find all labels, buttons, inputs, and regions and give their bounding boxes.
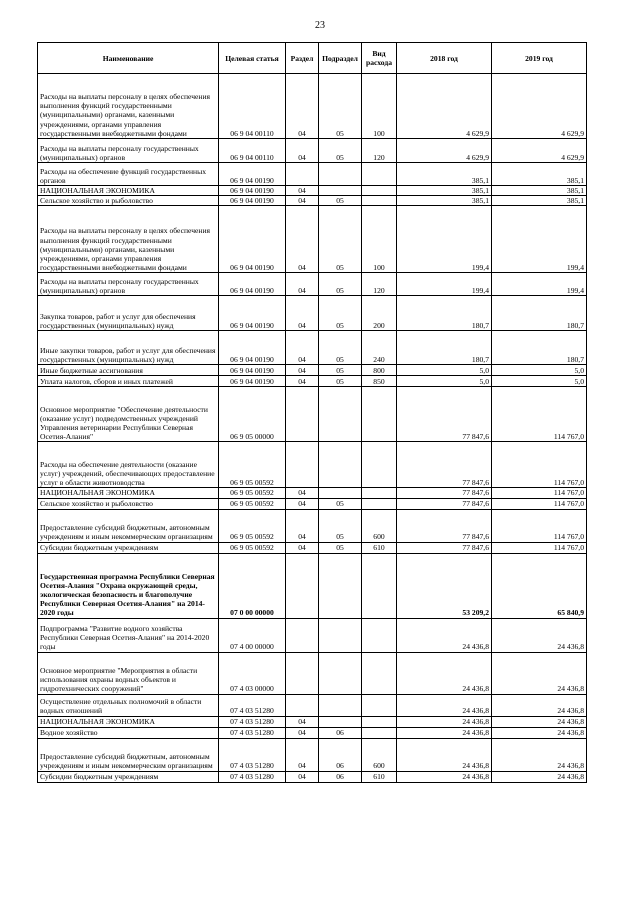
cell-2019: 385,1 bbox=[492, 196, 587, 206]
cell-article: 06 9 04 00190 bbox=[219, 365, 286, 376]
cell-section: 04 bbox=[286, 542, 319, 553]
cell-2019: 199,4 bbox=[492, 206, 587, 273]
cell-section: 04 bbox=[286, 498, 319, 509]
cell-expense-type bbox=[362, 716, 397, 727]
table-body bbox=[38, 74, 587, 783]
cell-name: Сельское хозяйство и рыболовство bbox=[38, 498, 219, 509]
cell-subsection: 05 bbox=[319, 331, 362, 365]
table-row bbox=[38, 376, 587, 387]
cell-subsection: 05 bbox=[319, 509, 362, 542]
cell-section: 04 bbox=[286, 771, 319, 782]
cell-name: НАЦИОНАЛЬНАЯ ЭКОНОМИКА bbox=[38, 716, 219, 727]
cell-section bbox=[286, 652, 319, 694]
cell-2018: 180,7 bbox=[397, 296, 492, 331]
table-row bbox=[38, 553, 587, 618]
cell-2019: 5,0 bbox=[492, 376, 587, 387]
cell-subsection: 05 bbox=[319, 542, 362, 553]
cell-subsection bbox=[319, 488, 362, 498]
cell-2018: 180,7 bbox=[397, 331, 492, 365]
cell-2019: 24 436,8 bbox=[492, 618, 587, 652]
cell-subsection bbox=[319, 163, 362, 186]
cell-article: 06 9 04 00190 bbox=[219, 196, 286, 206]
cell-article: 06 9 04 00190 bbox=[219, 186, 286, 196]
cell-name: НАЦИОНАЛЬНАЯ ЭКОНОМИКА bbox=[38, 186, 219, 196]
cell-section: 04 bbox=[286, 716, 319, 727]
cell-2019: 24 436,8 bbox=[492, 652, 587, 694]
cell-2018: 4 629,9 bbox=[397, 74, 492, 139]
cell-2018: 77 847,6 bbox=[397, 498, 492, 509]
cell-article: 07 4 03 51280 bbox=[219, 738, 286, 771]
cell-2019: 199,4 bbox=[492, 273, 587, 296]
cell-expense-type: 100 bbox=[362, 206, 397, 273]
cell-name: Расходы на выплаты персоналу государственных (муниципальных) органов bbox=[38, 273, 219, 296]
table-row bbox=[38, 331, 587, 365]
cell-2019: 180,7 bbox=[492, 296, 587, 331]
cell-article: 07 4 03 51280 bbox=[219, 771, 286, 782]
cell-2018: 24 436,8 bbox=[397, 738, 492, 771]
cell-expense-type bbox=[362, 498, 397, 509]
header-2018: 2018 год bbox=[397, 43, 492, 74]
cell-expense-type bbox=[362, 442, 397, 488]
table-row bbox=[38, 74, 587, 139]
cell-2018: 4 629,9 bbox=[397, 139, 492, 163]
cell-section: 04 bbox=[286, 186, 319, 196]
table-row bbox=[38, 652, 587, 694]
cell-2018: 24 436,8 bbox=[397, 727, 492, 738]
cell-name: Закупка товаров, работ и услуг для обеспечения государственных (муниципальных) нужд bbox=[38, 296, 219, 331]
cell-subsection: 05 bbox=[319, 74, 362, 139]
cell-2018: 5,0 bbox=[397, 365, 492, 376]
table-row bbox=[38, 694, 587, 716]
header-section: Раздел bbox=[286, 43, 319, 74]
cell-2019: 24 436,8 bbox=[492, 738, 587, 771]
cell-name: Субсидии бюджетным учреждениям bbox=[38, 542, 219, 553]
cell-section: 04 bbox=[286, 376, 319, 387]
cell-2019: 114 767,0 bbox=[492, 542, 587, 553]
header-2019: 2019 год bbox=[492, 43, 587, 74]
cell-expense-type: 120 bbox=[362, 139, 397, 163]
cell-2018: 24 436,8 bbox=[397, 771, 492, 782]
cell-expense-type: 200 bbox=[362, 296, 397, 331]
cell-name: Сельское хозяйство и рыболовство bbox=[38, 196, 219, 206]
cell-name: Предоставление субсидий бюджетным, автономным учреждениям и иным некоммерческим организациям bbox=[38, 738, 219, 771]
cell-section: 04 bbox=[286, 727, 319, 738]
cell-article: 06 9 05 00000 bbox=[219, 387, 286, 442]
cell-subsection bbox=[319, 186, 362, 196]
cell-2019: 114 767,0 bbox=[492, 442, 587, 488]
cell-name: Расходы на выплаты персоналу в целях обеспечения выполнения функций государственными (муниципальными) органами, казенными учреждениями, органами управления государственными внебюджетными фондами bbox=[38, 206, 219, 273]
cell-article: 06 9 05 00592 bbox=[219, 488, 286, 498]
table-row bbox=[38, 488, 587, 498]
cell-subsection: 06 bbox=[319, 738, 362, 771]
cell-name: НАЦИОНАЛЬНАЯ ЭКОНОМИКА bbox=[38, 488, 219, 498]
cell-2019: 385,1 bbox=[492, 186, 587, 196]
cell-article: 06 9 04 00110 bbox=[219, 139, 286, 163]
page-number: 23 bbox=[315, 20, 325, 31]
cell-article: 06 9 05 00592 bbox=[219, 542, 286, 553]
cell-name: Расходы на обеспечение функций государственных органов bbox=[38, 163, 219, 186]
cell-subsection bbox=[319, 618, 362, 652]
cell-article: 06 9 04 00190 bbox=[219, 163, 286, 186]
table-row bbox=[38, 618, 587, 652]
table-row bbox=[38, 186, 587, 196]
cell-section: 04 bbox=[286, 139, 319, 163]
cell-subsection bbox=[319, 442, 362, 488]
cell-2019: 114 767,0 bbox=[492, 498, 587, 509]
header-expense-type: Вид расхода bbox=[362, 43, 397, 74]
cell-subsection: 05 bbox=[319, 365, 362, 376]
cell-name: Расходы на выплаты персоналу в целях обеспечения выполнения функций государственными (муниципальными) органами, казенными учреждениями, органами управления государственными внебюджетными фондами bbox=[38, 74, 219, 139]
table-row bbox=[38, 139, 587, 163]
header-article: Целевая статья bbox=[219, 43, 286, 74]
cell-article: 07 0 00 00000 bbox=[219, 553, 286, 618]
cell-article: 07 4 00 00000 bbox=[219, 618, 286, 652]
cell-2018: 77 847,6 bbox=[397, 387, 492, 442]
cell-name: Государственная программа Республики Северная Осетия-Алания "Охрана окружающей среды, экологическая безопасность и благополучие Республики Северная Осетия-Алания" на 2014-2020 годы bbox=[38, 553, 219, 618]
cell-section bbox=[286, 163, 319, 186]
cell-2019: 114 767,0 bbox=[492, 387, 587, 442]
cell-2018: 77 847,6 bbox=[397, 488, 492, 498]
cell-section: 04 bbox=[286, 488, 319, 498]
cell-article: 07 4 03 00000 bbox=[219, 652, 286, 694]
table-row bbox=[38, 206, 587, 273]
table-row bbox=[38, 273, 587, 296]
table-row bbox=[38, 738, 587, 771]
cell-2019: 24 436,8 bbox=[492, 716, 587, 727]
header-subsection: Подраздел bbox=[319, 43, 362, 74]
cell-article: 07 4 03 51280 bbox=[219, 694, 286, 716]
cell-section: 04 bbox=[286, 738, 319, 771]
cell-name: Водное хозяйство bbox=[38, 727, 219, 738]
header-name: Наименование bbox=[38, 43, 219, 74]
cell-expense-type: 120 bbox=[362, 273, 397, 296]
cell-expense-type bbox=[362, 196, 397, 206]
cell-expense-type bbox=[362, 387, 397, 442]
cell-2019: 4 629,9 bbox=[492, 74, 587, 139]
cell-subsection bbox=[319, 716, 362, 727]
cell-2018: 5,0 bbox=[397, 376, 492, 387]
table-row bbox=[38, 196, 587, 206]
cell-name: Субсидии бюджетным учреждениям bbox=[38, 771, 219, 782]
table-row bbox=[38, 498, 587, 509]
cell-article: 06 9 05 00592 bbox=[219, 442, 286, 488]
cell-2019: 24 436,8 bbox=[492, 727, 587, 738]
cell-expense-type bbox=[362, 694, 397, 716]
cell-expense-type bbox=[362, 488, 397, 498]
cell-section: 04 bbox=[286, 196, 319, 206]
cell-expense-type: 850 bbox=[362, 376, 397, 387]
cell-name: Иные бюджетные ассигнования bbox=[38, 365, 219, 376]
cell-2019: 24 436,8 bbox=[492, 694, 587, 716]
cell-expense-type bbox=[362, 186, 397, 196]
cell-name: Расходы на выплаты персоналу государственных (муниципальных) органов bbox=[38, 139, 219, 163]
cell-article: 06 9 04 00190 bbox=[219, 273, 286, 296]
cell-section: 04 bbox=[286, 273, 319, 296]
cell-section bbox=[286, 553, 319, 618]
cell-name: Осуществление отдельных полномочий в области водных отношений bbox=[38, 694, 219, 716]
cell-subsection: 05 bbox=[319, 376, 362, 387]
cell-2018: 77 847,6 bbox=[397, 509, 492, 542]
table-row bbox=[38, 442, 587, 488]
budget-table bbox=[37, 42, 587, 783]
cell-subsection bbox=[319, 694, 362, 716]
table-row bbox=[38, 387, 587, 442]
cell-2018: 385,1 bbox=[397, 196, 492, 206]
cell-subsection: 05 bbox=[319, 139, 362, 163]
cell-2018: 199,4 bbox=[397, 273, 492, 296]
cell-name: Основное мероприятие "Мероприятия в области использования охраны водных объектов и гидротехнических сооружений" bbox=[38, 652, 219, 694]
cell-article: 06 9 04 00190 bbox=[219, 206, 286, 273]
cell-subsection: 06 bbox=[319, 771, 362, 782]
cell-section: 04 bbox=[286, 74, 319, 139]
table-row bbox=[38, 296, 587, 331]
cell-article: 07 4 03 51280 bbox=[219, 716, 286, 727]
cell-article: 06 9 04 00190 bbox=[219, 376, 286, 387]
cell-2018: 77 847,6 bbox=[397, 542, 492, 553]
cell-section: 04 bbox=[286, 509, 319, 542]
table-row bbox=[38, 727, 587, 738]
cell-2018: 77 847,6 bbox=[397, 442, 492, 488]
table-row bbox=[38, 509, 587, 542]
cell-2018: 24 436,8 bbox=[397, 716, 492, 727]
cell-expense-type: 610 bbox=[362, 771, 397, 782]
table-row bbox=[38, 365, 587, 376]
cell-article: 06 9 04 00190 bbox=[219, 331, 286, 365]
cell-2018: 385,1 bbox=[397, 163, 492, 186]
cell-section: 04 bbox=[286, 296, 319, 331]
cell-article: 07 4 03 51280 bbox=[219, 727, 286, 738]
cell-expense-type bbox=[362, 618, 397, 652]
cell-2019: 180,7 bbox=[492, 331, 587, 365]
cell-name: Предоставление субсидий бюджетным, автономным учреждениям и иным некоммерческим организациям bbox=[38, 509, 219, 542]
cell-2019: 65 840,9 bbox=[492, 553, 587, 618]
cell-expense-type bbox=[362, 553, 397, 618]
cell-expense-type bbox=[362, 727, 397, 738]
cell-expense-type: 100 bbox=[362, 74, 397, 139]
cell-subsection bbox=[319, 652, 362, 694]
cell-section: 04 bbox=[286, 206, 319, 273]
cell-2018: 24 436,8 bbox=[397, 618, 492, 652]
cell-subsection: 05 bbox=[319, 273, 362, 296]
cell-name: Уплата налогов, сборов и иных платежей bbox=[38, 376, 219, 387]
cell-section: 04 bbox=[286, 365, 319, 376]
cell-subsection: 06 bbox=[319, 727, 362, 738]
cell-expense-type: 240 bbox=[362, 331, 397, 365]
cell-section bbox=[286, 694, 319, 716]
cell-expense-type: 800 bbox=[362, 365, 397, 376]
cell-subsection: 05 bbox=[319, 206, 362, 273]
cell-subsection: 05 bbox=[319, 296, 362, 331]
table-row bbox=[38, 163, 587, 186]
table-row bbox=[38, 716, 587, 727]
cell-2019: 4 629,9 bbox=[492, 139, 587, 163]
table-row bbox=[38, 771, 587, 782]
cell-expense-type bbox=[362, 163, 397, 186]
cell-name: Подпрограмма "Развитие водного хозяйства Республики Северная Осетия-Алания" на 2014-2020 годы bbox=[38, 618, 219, 652]
cell-article: 06 9 05 00592 bbox=[219, 509, 286, 542]
cell-name: Иные закупки товаров, работ и услуг для обеспечения государственных (муниципальных) нужд bbox=[38, 331, 219, 365]
cell-2018: 24 436,8 bbox=[397, 694, 492, 716]
cell-name: Расходы на обеспечение деятельности (оказание услуг) учреждений, обеспечивающих предоставление услуг в области животноводства bbox=[38, 442, 219, 488]
cell-2019: 114 767,0 bbox=[492, 509, 587, 542]
cell-section bbox=[286, 387, 319, 442]
cell-subsection bbox=[319, 387, 362, 442]
cell-subsection bbox=[319, 553, 362, 618]
cell-subsection: 05 bbox=[319, 498, 362, 509]
cell-2019: 5,0 bbox=[492, 365, 587, 376]
cell-2018: 53 209,2 bbox=[397, 553, 492, 618]
cell-2019: 385,1 bbox=[492, 163, 587, 186]
cell-section bbox=[286, 442, 319, 488]
table-row bbox=[38, 542, 587, 553]
cell-expense-type: 600 bbox=[362, 738, 397, 771]
cell-2019: 114 767,0 bbox=[492, 488, 587, 498]
cell-article: 06 9 04 00190 bbox=[219, 296, 286, 331]
table-header-row bbox=[38, 43, 587, 74]
cell-article: 06 9 04 00110 bbox=[219, 74, 286, 139]
cell-2019: 24 436,8 bbox=[492, 771, 587, 782]
cell-2018: 385,1 bbox=[397, 186, 492, 196]
cell-2018: 24 436,8 bbox=[397, 652, 492, 694]
cell-name: Основное мероприятие "Обеспечение деятельности (оказание услуг) подведомственных учреждений Управления ветеринарии Республики Северная Осетия-Алания" bbox=[38, 387, 219, 442]
cell-section: 04 bbox=[286, 331, 319, 365]
cell-2018: 199,4 bbox=[397, 206, 492, 273]
cell-section bbox=[286, 618, 319, 652]
cell-expense-type: 610 bbox=[362, 542, 397, 553]
cell-expense-type: 600 bbox=[362, 509, 397, 542]
cell-expense-type bbox=[362, 652, 397, 694]
cell-article: 06 9 05 00592 bbox=[219, 498, 286, 509]
cell-subsection: 05 bbox=[319, 196, 362, 206]
